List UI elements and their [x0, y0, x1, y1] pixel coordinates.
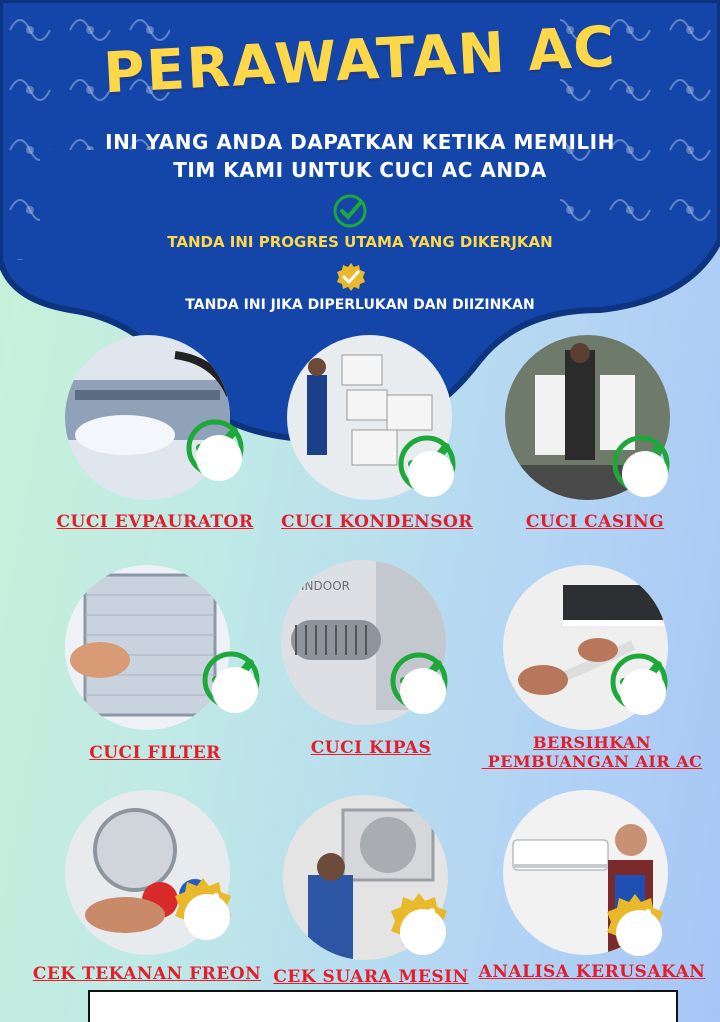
subtitle [60, 128, 660, 184]
label-cuci-kipas: CUCI KIPAS [310, 738, 432, 758]
green-check-icon [333, 194, 367, 228]
service-card-suara-mesin [258, 795, 488, 995]
subtitle-line-2: TIM KAMI UNTUK CUCI AC ANDA [173, 158, 547, 182]
green-check-icon [606, 649, 672, 715]
green-check-icon [394, 431, 460, 497]
label-line-2: PEMBUANGAN AIR AC [481, 752, 703, 771]
service-card-filter [40, 565, 270, 765]
service-card-kipas [256, 560, 486, 760]
legend-optional-text: TANDA INI JIKA DIPERLUKAN DAN DIIZINKAN [185, 297, 535, 313]
green-check-icon [182, 415, 248, 481]
service-card-freon [32, 790, 270, 990]
service-card-casing [480, 335, 710, 535]
subtitle-line-1: INI YANG ANDA DAPATKAN KETIKA MEMILIH [105, 130, 615, 154]
service-card-analisa [478, 790, 708, 990]
service-card-evaporator [40, 335, 270, 535]
page-title: PERAWATAN AC [101, 14, 619, 107]
label-bersihkan-pembuangan [472, 733, 712, 771]
bottom-box [88, 990, 678, 1022]
label-cuci-casing: CUCI CASING [525, 512, 665, 532]
green-check-icon [608, 431, 674, 497]
label-cuci-filter: CUCI FILTER [89, 743, 221, 763]
gold-check-icon [602, 890, 668, 956]
label-cuci-evaporator: CUCI EVPAURATOR [56, 512, 254, 532]
label-cek-tekanan-freon: CEK TEKANAN FREON [32, 964, 262, 984]
label-line-1: BERSIHKAN [533, 733, 651, 752]
legend-main-text: TANDA INI PROGRES UTAMA YANG DIKERJKAN [167, 233, 553, 251]
label-cek-suara-mesin: CEK SUARA MESIN [273, 967, 469, 987]
photo-indoor-label: INDOOR [301, 579, 350, 593]
label-analisa-kerusakan: ANALISA KERUSAKAN [478, 962, 706, 982]
service-card-pembuangan [478, 565, 708, 771]
label-cuci-kondensor: CUCI KONDENSOR [281, 512, 473, 532]
gold-check-icon [170, 874, 236, 940]
gold-check-icon [386, 889, 452, 955]
service-card-kondensor [262, 335, 492, 535]
gold-check-icon [336, 262, 366, 292]
green-check-icon [198, 647, 264, 713]
green-check-icon [386, 648, 452, 714]
